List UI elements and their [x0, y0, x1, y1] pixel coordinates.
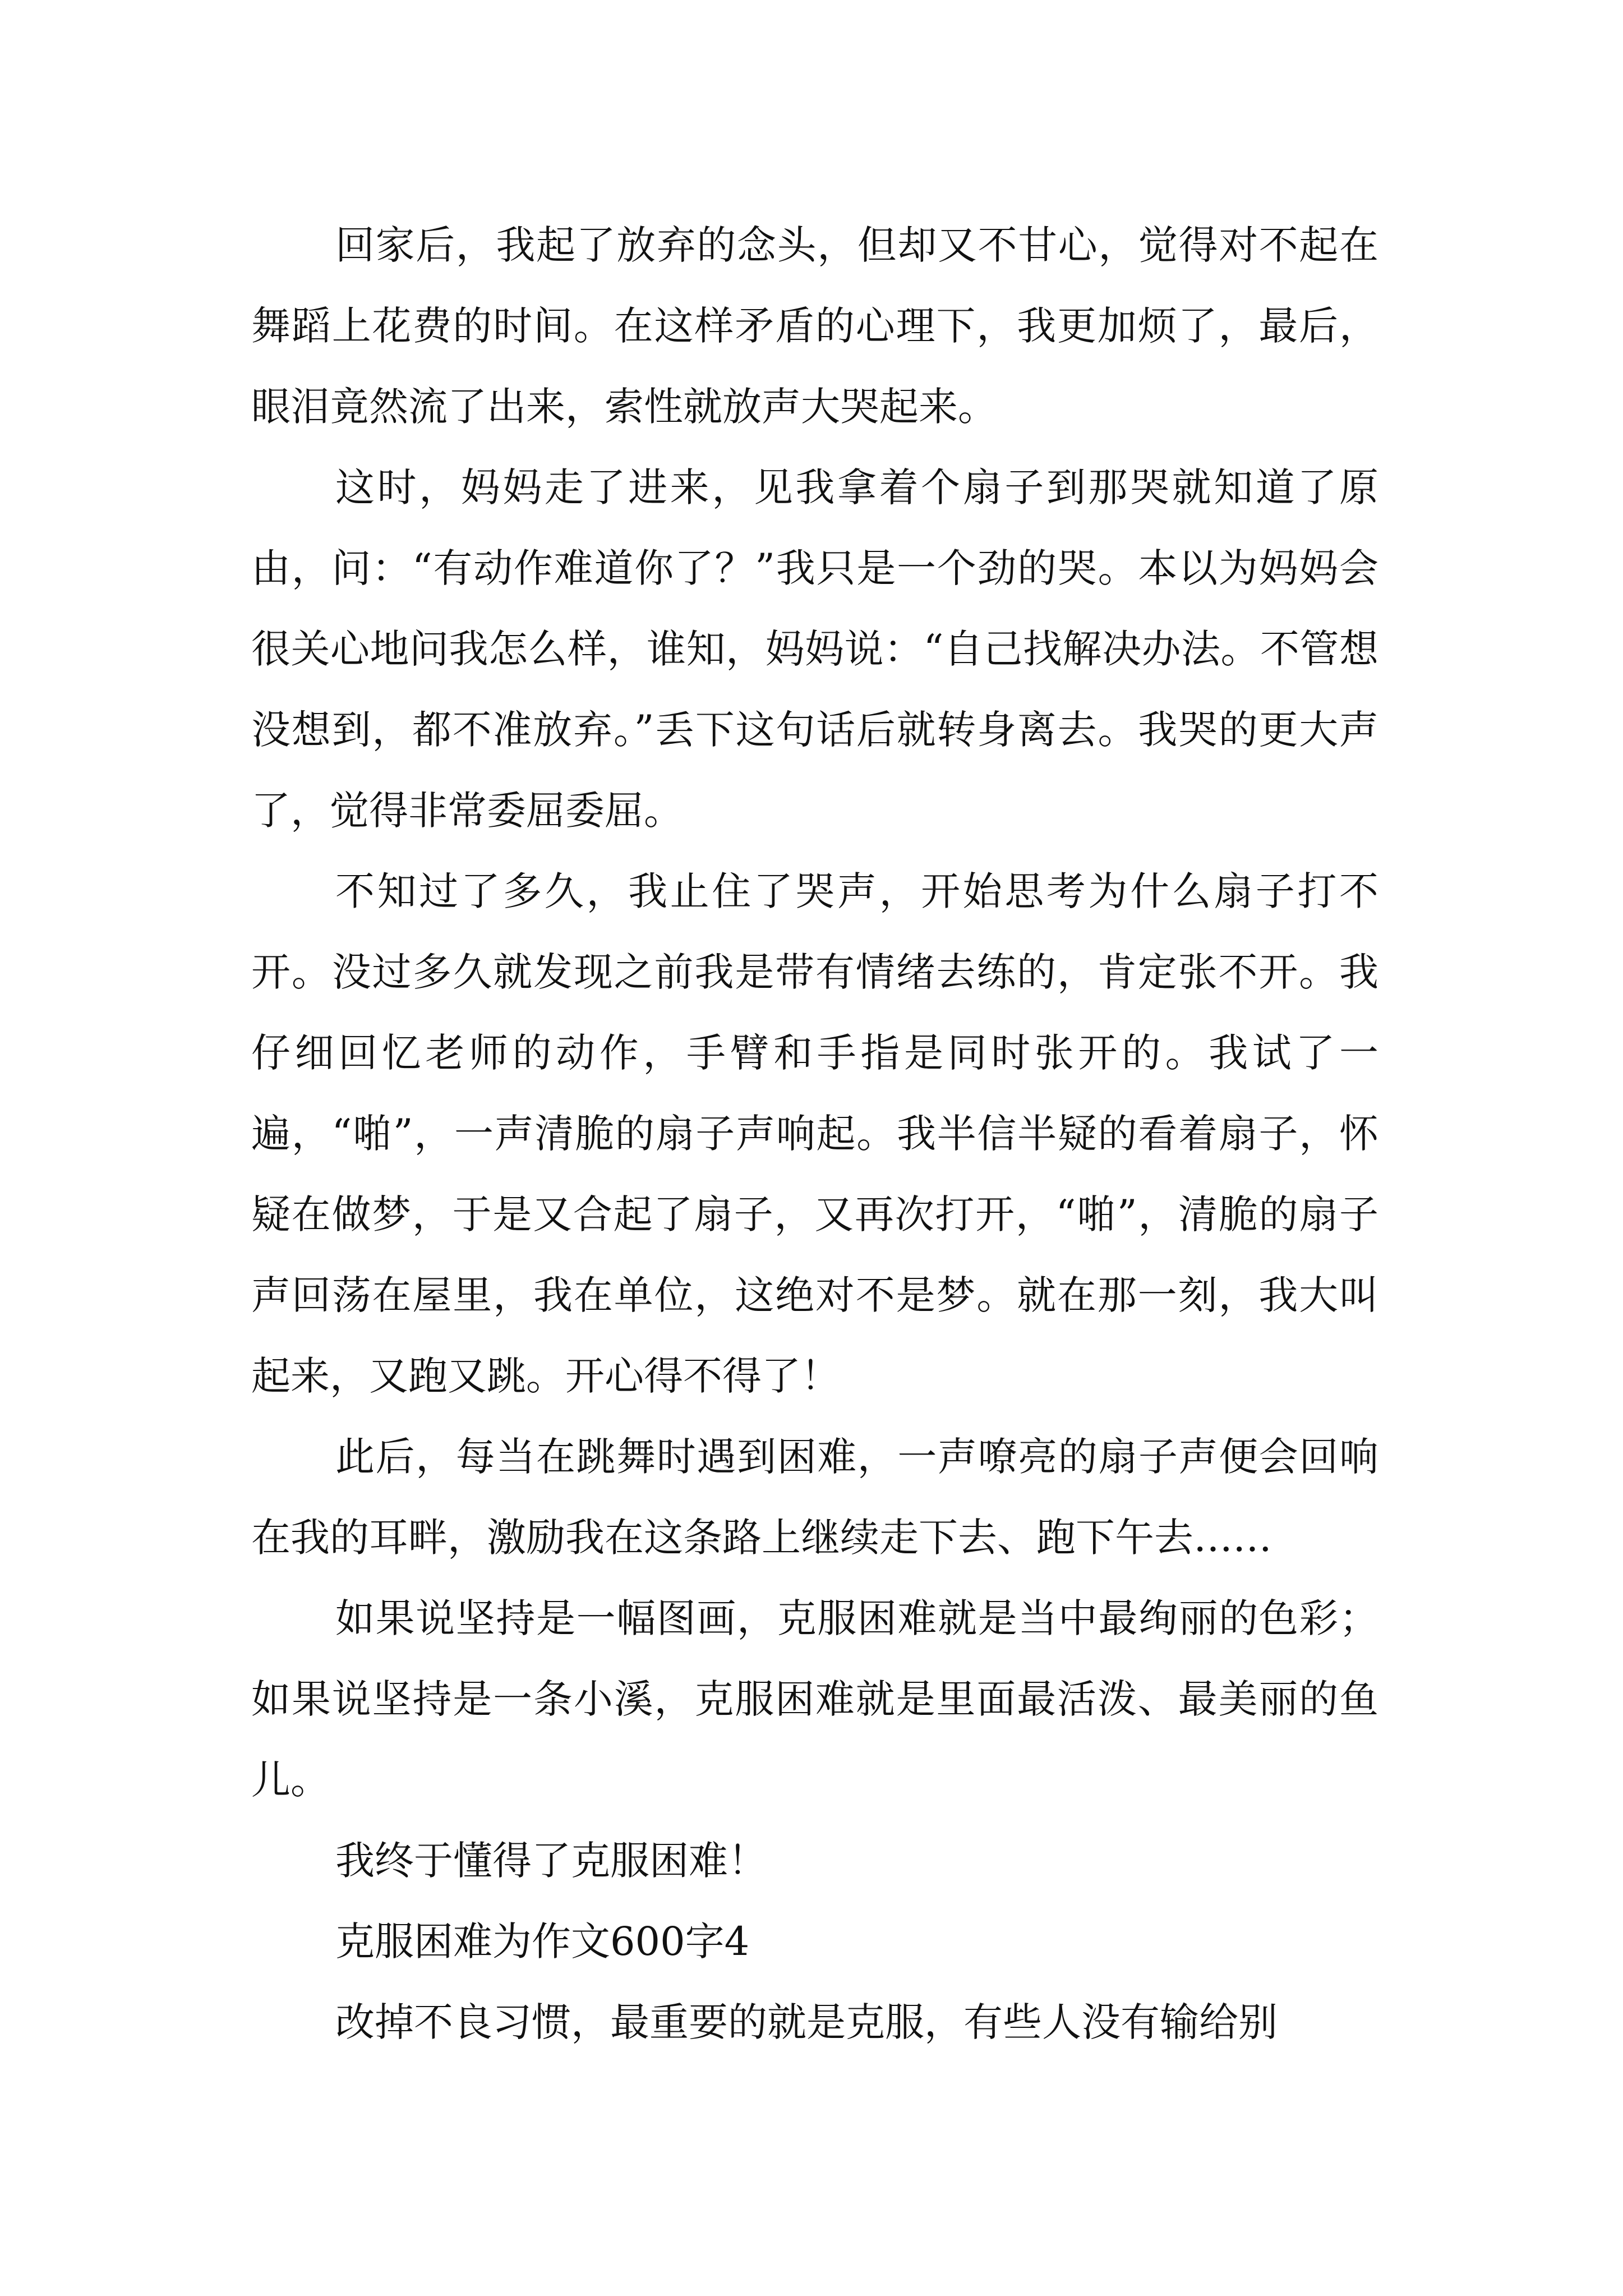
paragraph: 此后，每当在跳舞时遇到困难，一声嘹亮的扇子声便会回响在我的耳畔，激励我在这条路上继续走下去、跑下午去……: [251, 1434, 1378, 1561]
paragraph: 不知过了多久，我止住了哭声，开始思考为什么扇子打不开。没过多久就发现之前我是带有情绪去练的，肯定张不开。我仔细回忆老师的动作，手臂和手指是同时张开的。我试了一遍，“啪”，一声清脆的扇子声响起。我半信半疑的看着扇子，怀疑在做梦，于是又合起了扇子，又再次打开，“啪”，清脆的扇子声回荡在屋里，我在单位，这绝对不是梦。就在那一刻，我大叫起来，又跑又跳。开心得不得了！: [251, 868, 1378, 1399]
paragraph: 这时，妈妈走了进来，见我拿着个扇子到那哭就知道了原由，问：“有动作难道你了？”我只是一个劲的哭。本以为妈妈会很关心地问我怎么样，谁知，妈妈说：“自己找解决办法。不管想没想到，都不准放弃。”丢下这句话后就转身离去。我哭的更大声了，觉得非常委屈委屈。: [251, 464, 1378, 834]
paragraph: 改掉不良习惯，最重要的就是克服，有些人没有输给别: [335, 1999, 1278, 2045]
section-heading: 克服困难为作文600字4: [335, 1918, 750, 1964]
paragraph: 我终于懂得了克服困难！: [335, 1838, 767, 1884]
paragraph: 如果说坚持是一幅图画，克服困难就是当中最绚丽的色彩；如果说坚持是一条小溪，克服困难就是里面最活泼、最美丽的鱼儿。: [251, 1595, 1378, 1803]
paragraph: 回家后，我起了放弃的念头，但却又不甘心，觉得对不起在舞蹈上花费的时间。在这样矛盾的心理下，我更加烦了，最后，眼泪竟然流了出来，索性就放声大哭起来。: [251, 222, 1378, 430]
document-body: [251, 205, 1378, 2063]
